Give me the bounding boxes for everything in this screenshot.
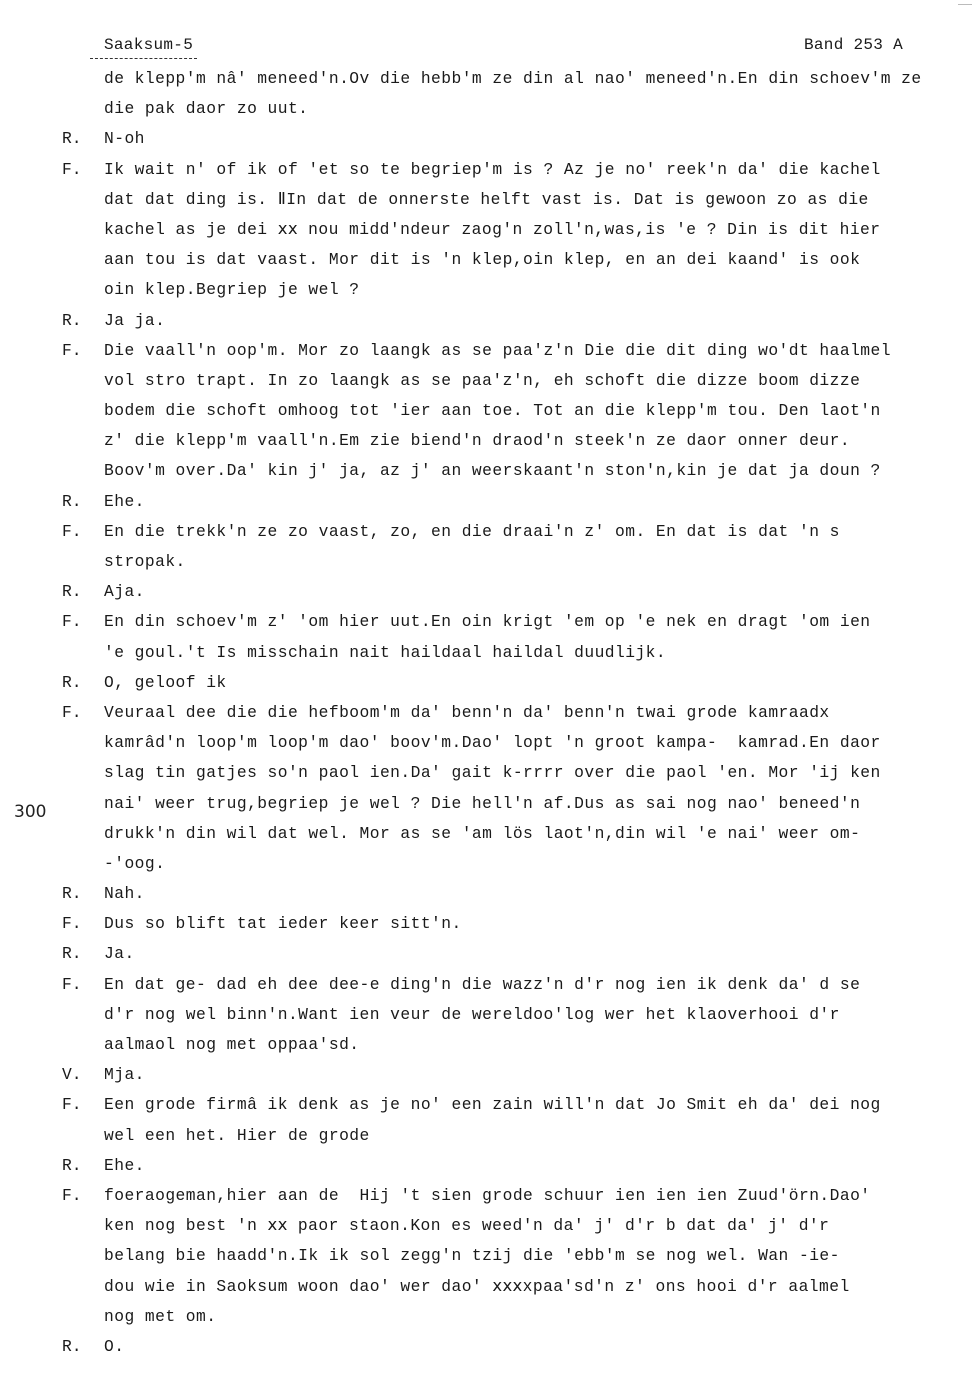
line-text: Mja. bbox=[104, 1065, 145, 1085]
line-text: Ehe. bbox=[104, 1155, 145, 1175]
speaker-label: R. bbox=[62, 1155, 82, 1175]
transcript-line bbox=[0, 336, 973, 366]
transcript-body bbox=[0, 64, 973, 1362]
line-text: drukk'n din wil dat wel. Mor as se 'am lös laot'n,din wil 'e nai' weer om- bbox=[104, 823, 861, 843]
transcript-line bbox=[0, 1060, 973, 1090]
speaker-label: R. bbox=[62, 672, 82, 692]
speaker-label: F. bbox=[62, 340, 82, 360]
line-text: Ehe. bbox=[104, 491, 145, 511]
speaker-label: R. bbox=[62, 582, 82, 602]
speaker-label: F. bbox=[62, 914, 82, 934]
line-text: nai' weer trug,begriep je wel ? Die hell'n af.Dus as sai nog nao' beneed'n bbox=[104, 793, 861, 813]
line-text: die pak daor zo uut. bbox=[104, 99, 309, 119]
speaker-label: R. bbox=[62, 129, 82, 149]
line-text: En dat ge- dad eh dee dee-e ding'n die wazz'n d'r nog ien ik denk da' d se bbox=[104, 974, 861, 994]
line-text: Nah. bbox=[104, 884, 145, 904]
transcript-line bbox=[0, 1302, 973, 1332]
line-text: bodem die schoft omhoog tot 'ier aan toe. Tot an die klepp'm tou. Den laot'n bbox=[104, 401, 881, 421]
transcript-line bbox=[0, 1121, 973, 1151]
line-text: stropak. bbox=[104, 552, 186, 571]
speaker-label: F. bbox=[62, 1095, 82, 1115]
line-text: dat dat ding is. ⅡIn dat de onnerste helft vast is. Dat is gewoon zo as die bbox=[104, 189, 869, 209]
transcript-line bbox=[0, 155, 973, 185]
line-text: O. bbox=[104, 1336, 125, 1356]
line-text: aan tou is dat vaast. Mor dit is 'n klep,oin klep, en an dei kaand' is ook bbox=[104, 250, 861, 270]
transcript-line bbox=[0, 577, 973, 607]
transcript-line bbox=[0, 366, 973, 396]
transcript-line bbox=[0, 245, 973, 275]
line-text: nog met om. bbox=[104, 1306, 217, 1326]
line-text: dou wie in Saoksum woon dao' wer dao' ⅹⅹⅹxpaa'sd'n z' ons hooi d'r aalmel bbox=[104, 1276, 850, 1296]
line-text: aalmaol nog met oppaa'sd. bbox=[104, 1035, 360, 1054]
transcript-line bbox=[0, 275, 973, 305]
transcript-line bbox=[0, 698, 973, 728]
line-text: d'r nog wel binn'n.Want ien veur de wereldoo'log wer het klaoverhooi d'r bbox=[104, 1004, 840, 1024]
transcript-line bbox=[0, 758, 973, 788]
transcript-line bbox=[0, 306, 973, 336]
line-text: Aja. bbox=[104, 582, 145, 602]
transcript-line bbox=[0, 1241, 973, 1271]
line-text: N-oh bbox=[104, 129, 145, 149]
transcript-line bbox=[0, 789, 973, 819]
speaker-label: R. bbox=[62, 884, 82, 904]
line-text: -'oog. bbox=[104, 853, 166, 873]
speaker-label: V. bbox=[62, 1065, 82, 1085]
line-text: slag tin gatjes so'n paol ien.Da' gait k-rrrr over die paol 'en. Mor 'ij ken bbox=[104, 763, 881, 783]
speaker-label: R. bbox=[62, 1336, 82, 1356]
transcript-line bbox=[0, 909, 973, 939]
margin-counter-note: 300 bbox=[14, 802, 47, 822]
transcript-line bbox=[0, 1000, 973, 1030]
transcript-line bbox=[0, 728, 973, 758]
line-text: Boov'm over.Da' kin j' ja, az j' an weerskaant'n ston'n,kin je dat ja doun ? bbox=[104, 461, 881, 481]
transcript-line bbox=[0, 547, 973, 577]
transcript-line bbox=[0, 638, 973, 668]
transcript-line bbox=[0, 1272, 973, 1302]
line-text: En die trekk'n ze zo vaast, zo, en die draai'n z' om. En dat is dat 'n s bbox=[104, 521, 840, 541]
line-text: En din schoev'm z' 'om hier uut.En oin krigt 'em op 'e nek en dragt 'om ien bbox=[104, 612, 871, 632]
transcript-line bbox=[0, 64, 973, 94]
transcript-line bbox=[0, 487, 973, 517]
transcript-line bbox=[0, 124, 973, 154]
line-text: Ja ja. bbox=[104, 310, 166, 330]
line-text: wel een het. Hier de grode bbox=[104, 1125, 370, 1145]
line-text: z' die klepp'm vaall'n.Em zie biend'n draod'n steek'n ze daor onner deur. bbox=[104, 431, 851, 451]
line-text: ken nog best 'n ⅹⅹ paor staon.Kon es weed'n da' j' d'r b dat da' j' d'r bbox=[104, 1216, 830, 1236]
line-text: Een grode firmâ ik denk as je no' een zain will'n dat Jo Smit eh da' dei nog bbox=[104, 1095, 881, 1115]
transcript-line bbox=[0, 215, 973, 245]
speaker-label: F. bbox=[62, 702, 82, 722]
line-text: Ik wait n' of ik of 'et so te begriep'm is ? Az je no' reek'n da' die kachel bbox=[104, 159, 881, 179]
transcript-line bbox=[0, 668, 973, 698]
transcript-line bbox=[0, 819, 973, 849]
transcript-line bbox=[0, 1151, 973, 1181]
transcript-line bbox=[0, 970, 973, 1000]
transcript-line bbox=[0, 879, 973, 909]
transcript-line bbox=[0, 1030, 973, 1060]
header-title: Saaksum-5 bbox=[104, 36, 194, 54]
line-text: kachel as je dei ⅹⅹ nou midd'ndeur zaog'n zoll'n,was,is 'e ? Din is dit hier bbox=[104, 219, 881, 239]
line-text: Die vaall'n oop'm. Mor zo laangk as se paa'z'n Die die dit ding wo'dt haalmel bbox=[104, 340, 891, 360]
line-text: Veuraal dee die die hefboom'm da' benn'n da' benn'n twai grode kamraadx bbox=[104, 702, 830, 722]
line-text: O, geloof ik bbox=[104, 672, 227, 692]
transcript-line bbox=[0, 1332, 973, 1362]
transcript-line bbox=[0, 185, 973, 215]
transcript-line bbox=[0, 517, 973, 547]
transcript-line bbox=[0, 1090, 973, 1120]
speaker-label: F. bbox=[62, 1185, 82, 1205]
transcript-line bbox=[0, 1181, 973, 1211]
line-text: de klepp'm nâ' meneed'n.Ov die hebb'm ze din al nao' meneed'n.En din schoev'm ze bbox=[104, 69, 922, 88]
transcript-line bbox=[0, 396, 973, 426]
corner-mark bbox=[958, 4, 972, 5]
line-text: kamrâd'n loop'm loop'm dao' boov'm.Dao' lopt 'n groot kampa- kamrad.En daor bbox=[104, 733, 881, 753]
line-text: Ja. bbox=[104, 944, 135, 964]
line-text: belang bie haadd'n.Ik ik sol zegg'n tzij die 'ebb'm se nog wel. Wan -ie- bbox=[104, 1246, 840, 1266]
transcript-line bbox=[0, 849, 973, 879]
speaker-label: F. bbox=[62, 612, 82, 632]
header-tape-label: Band 253 A bbox=[804, 36, 904, 54]
transcript-line bbox=[0, 607, 973, 637]
line-text: Dus so blift tat ieder keer sitt'n. bbox=[104, 914, 462, 934]
transcript-line bbox=[0, 939, 973, 969]
transcript-line bbox=[0, 1211, 973, 1241]
line-text: oin klep.Begriep je wel ? bbox=[104, 280, 360, 300]
line-text: foeraogeman,hier aan de Hij 't sien grode schuur ien ien ien Zuud'örn.Dao' bbox=[104, 1185, 871, 1205]
transcript-line bbox=[0, 456, 973, 486]
line-text: 'e goul.'t Is misschain nait haildaal haildal duudlijk. bbox=[104, 642, 667, 662]
speaker-label: F. bbox=[62, 521, 82, 541]
speaker-label: F. bbox=[62, 974, 82, 994]
speaker-label: R. bbox=[62, 491, 82, 511]
speaker-label: R. bbox=[62, 310, 82, 330]
line-text: vol stro trapt. In zo laangk as se paa'z'n, eh schoft die dizze boom dizze bbox=[104, 370, 861, 390]
speaker-label: F. bbox=[62, 159, 82, 179]
speaker-label: R. bbox=[62, 944, 82, 964]
transcript-line bbox=[0, 426, 973, 456]
transcript-line bbox=[0, 94, 973, 124]
